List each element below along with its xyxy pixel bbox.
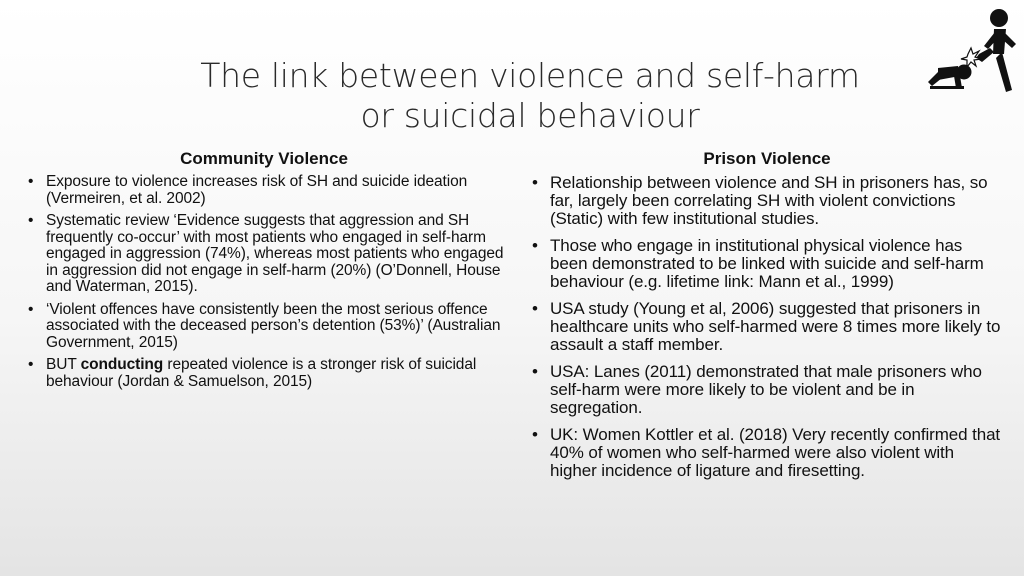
community-violence-column	[26, 148, 504, 396]
bullet-text-end: repeated violence is a stronger risk of suicidal behaviour (Jordan & Samuelson, 2015)	[46, 356, 477, 390]
community-violence-heading: Community Violence	[180, 149, 348, 168]
bullet-text-start: BUT	[46, 356, 81, 373]
slide-title	[130, 56, 930, 136]
prison-violence-list	[530, 174, 1004, 480]
slide-title-line-1: The link between violence and self-harm	[200, 56, 860, 95]
list-item: • Systematic review ‘Evidence suggests that aggression and SH frequently co-occur’ with most patients who engaged in self-harm engaged in aggression (74%), whereas most patients who engaged in aggression did not engage in self-harm (20%) (O’Donnell, House and Waterman, 2015).	[26, 213, 504, 296]
list-item: • UK: Women Kottler et al. (2018) Very recently confirmed that 40% of women who self-harmed were also violent with higher incidence of ligature and firesetting.	[530, 426, 1004, 480]
list-item: • Those who engage in institutional physical violence has been demonstrated to be linked with suicide and self-harm behaviour (e.g. lifetime link: Mann et al., 1999)	[530, 237, 1004, 291]
list-item: • ‘Violent offences have consistently been the most serious offence associated with the deceased person’s detention (53%)’ (Australian Government, 2015)	[26, 302, 504, 352]
slide-title-line-2: or suicidal behaviour	[360, 96, 700, 135]
list-item: • USA: Lanes (2011) demonstrated that male prisoners who self-harm were more likely to be violent and be in segregation.	[530, 363, 1004, 417]
bullet-emphasis: conducting	[80, 356, 164, 373]
list-item: • USA study (Young et al, 2006) suggested that prisoners in healthcare units who self-harmed were 8 times more likely to assault a staff member.	[530, 300, 1004, 354]
kicking-figure-icon	[924, 2, 1024, 94]
prison-violence-column	[530, 148, 1004, 489]
list-item	[26, 357, 504, 390]
community-violence-list	[26, 174, 504, 390]
list-item: • Relationship between violence and SH in prisoners has, so far, largely been correlating SH with violent convictions (Static) with few institutional studies.	[530, 174, 1004, 228]
list-item: • Exposure to violence increases risk of SH and suicide ideation (Vermeiren, et al. 2002)	[26, 174, 504, 207]
prison-violence-heading: Prison Violence	[703, 149, 831, 168]
